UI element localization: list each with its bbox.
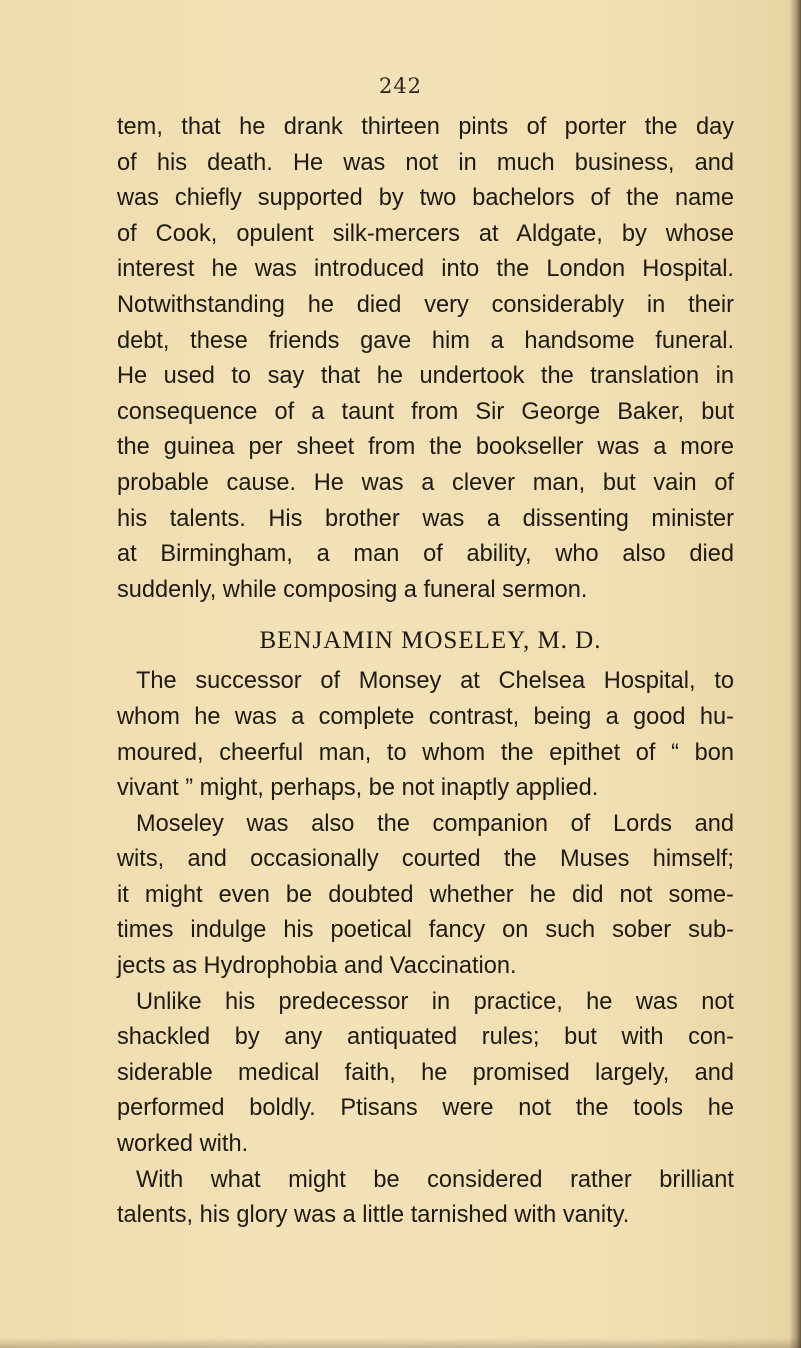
text-line: whom he was a complete contrast, being a good hu-	[117, 703, 734, 730]
body-text	[117, 110, 734, 1234]
text-line: With what might be considered rather brilliant	[136, 1166, 734, 1193]
page-edge-shadow	[789, 0, 801, 1348]
text-line: vivant ” might, perhaps, be not inaptly applied.	[117, 775, 599, 802]
text-line: his talents. His brother was a dissenting minister	[117, 505, 734, 532]
text-line: suddenly, while composing a funeral sermon.	[117, 576, 588, 603]
text-line: Moseley was also the companion of Lords and	[136, 810, 734, 837]
text-line: siderable medical faith, he promised largely, and	[117, 1059, 734, 1086]
text-line: Unlike his predecessor in practice, he was not	[136, 988, 734, 1015]
text-line: consequence of a taunt from Sir George Baker, but	[117, 398, 734, 425]
text-line: worked with.	[117, 1131, 249, 1158]
text-line: debt, these friends gave him a handsome funeral.	[117, 327, 734, 354]
text-line: interest he was introduced into the London Hospital.	[117, 256, 734, 283]
text-line: The successor of Monsey at Chelsea Hospital, to	[136, 668, 734, 695]
section-heading: BENJAMIN MOSELEY, M. D.	[259, 627, 602, 655]
text-line: He used to say that he undertook the translation in	[117, 363, 734, 390]
text-line: times indulge his poetical fancy on such sober sub-	[117, 917, 734, 944]
text-line: was chiefly supported by two bachelors of the name	[117, 185, 734, 212]
text-line: it might even be doubted whether he did not some-	[117, 881, 734, 908]
text-line: tem, that he drank thirteen pints of porter the day	[117, 114, 734, 140]
text-line: the guinea per sheet from the bookseller was a more	[117, 434, 734, 461]
text-line: moured, cheerful man, to whom the epithet of “ bon	[117, 739, 734, 766]
page-number: 242	[378, 74, 423, 98]
text-line: shackled by any antiquated rules; but with con-	[117, 1024, 734, 1051]
text-line: jects as Hydrophobia and Vaccination.	[117, 953, 517, 980]
text-line: Notwithstanding he died very considerably in their	[117, 291, 734, 318]
text-line: of his death. He was not in much business, and	[117, 149, 734, 176]
text-line: probable cause. He was a clever man, but vain of	[117, 469, 734, 496]
text-line: performed boldly. Ptisans were not the tools he	[117, 1095, 734, 1122]
page-bottom-edge	[0, 1338, 801, 1348]
text-line: at Birmingham, a man of ability, who also died	[117, 541, 734, 568]
text-line: of Cook, opulent silk-mercers at Aldgate, by whose	[117, 220, 734, 247]
text-line: wits, and occasionally courted the Muses himself;	[117, 846, 734, 873]
text-line: talents, his glory was a little tarnished with vanity.	[117, 1202, 630, 1229]
